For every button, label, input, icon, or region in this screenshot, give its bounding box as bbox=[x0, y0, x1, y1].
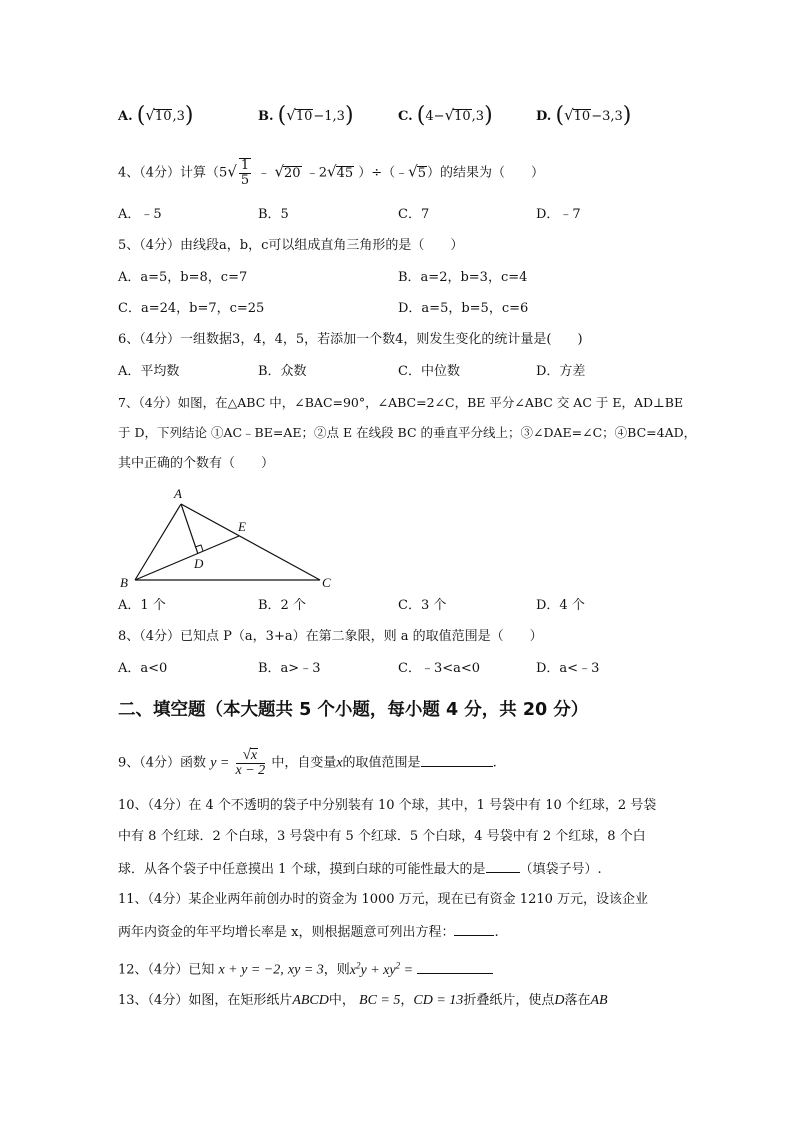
q7-line-1: 7、（4分）如图，在△ABC 中，∠BAC=90°，∠ABC=2∠C，BE 平分∠ABC 交 AC 于 E，AD⊥BE bbox=[118, 395, 684, 410]
paren: ( bbox=[136, 103, 146, 128]
q4-mid: ）÷（﹣ bbox=[358, 165, 409, 181]
option-tail: ,3 bbox=[471, 109, 485, 124]
q5-question: 5、（4分）由线段a，b，c可以组成直角三角形的是（ ） bbox=[118, 238, 464, 253]
q3-option-a bbox=[118, 103, 194, 128]
option-tail: −3,3 bbox=[591, 109, 623, 124]
expr-rest: y + xy bbox=[360, 962, 396, 978]
period: . bbox=[494, 925, 499, 940]
answer-blank[interactable] bbox=[454, 923, 494, 936]
fraction-numerator bbox=[236, 748, 266, 764]
q9-mid: 中，自变量 bbox=[271, 755, 337, 771]
q8-option-b: B．a>﹣3 bbox=[258, 661, 321, 676]
radicand: 10 bbox=[295, 109, 313, 124]
q4-option-c: C．7 bbox=[398, 207, 430, 222]
radicand: 10 bbox=[454, 109, 471, 124]
answer-blank[interactable] bbox=[417, 961, 493, 974]
q5-option-c: C．a=24，b=7，c=25 bbox=[118, 301, 265, 316]
option-head: 4− bbox=[425, 109, 445, 124]
exponent: 2 bbox=[395, 960, 401, 970]
fraction-numerator: 1 bbox=[240, 158, 250, 173]
q4-option-d: D．﹣7 bbox=[536, 207, 581, 222]
q9-suffix: 的取值范围是 bbox=[342, 755, 421, 771]
radical-sign: √ bbox=[145, 106, 155, 124]
label-a: A bbox=[174, 486, 182, 501]
q11-line-1: 11、（4分）某企业两年前创办时的资金为 1000 万元，现在已有资金 1210 万元，设该企业 bbox=[118, 892, 649, 907]
function-fraction bbox=[236, 748, 266, 778]
option-label: C. bbox=[398, 109, 413, 124]
label-c: C bbox=[322, 575, 331, 590]
radical-sign: √ bbox=[274, 162, 285, 181]
equation-2: xy = 3 bbox=[287, 962, 324, 978]
q8-option-c: C．﹣3<a<0 bbox=[398, 661, 481, 676]
radical-sign: √ bbox=[444, 106, 455, 124]
radicand: 10 bbox=[154, 109, 172, 124]
q11-line-2 bbox=[118, 923, 499, 941]
q3-option-b bbox=[258, 103, 354, 128]
side-ab bbox=[135, 504, 181, 580]
paren: ( bbox=[277, 103, 287, 128]
radical-sign: √ bbox=[564, 106, 574, 124]
label-d: D bbox=[194, 556, 204, 571]
q3-option-d bbox=[536, 103, 632, 128]
answer-blank[interactable] bbox=[486, 860, 520, 873]
option-tail: ,3 bbox=[172, 109, 185, 124]
option-label: D. bbox=[536, 109, 552, 124]
q8-option-a: A．a<0 bbox=[118, 661, 168, 676]
q7-line-3: 其中正确的个数有（ ） bbox=[118, 456, 275, 471]
radicand: x bbox=[250, 748, 258, 763]
radicand: 10 bbox=[573, 109, 591, 124]
q7-option-d: D．4 个 bbox=[536, 598, 585, 613]
answer-blank[interactable] bbox=[421, 754, 493, 767]
q6-option-b: B．众数 bbox=[258, 364, 307, 379]
variable: x bbox=[336, 755, 343, 771]
q13-mid: 落在 bbox=[564, 993, 591, 1008]
expr-x: x bbox=[349, 962, 356, 978]
radical-sign: √ bbox=[227, 162, 237, 181]
q7-option-c: C．3 个 bbox=[398, 598, 447, 613]
q7-option-a: A．1 个 bbox=[118, 598, 166, 613]
q4-option-a: A．﹣5 bbox=[118, 207, 162, 222]
paren: ( bbox=[416, 103, 426, 128]
comma: ， bbox=[400, 993, 414, 1008]
q4-prefix: 4、（4分）计算（5 bbox=[118, 165, 228, 181]
q9-prefix: 9、（4分）函数 bbox=[118, 755, 207, 771]
q12-question bbox=[118, 957, 493, 979]
cd-value: CD = 13 bbox=[413, 993, 464, 1008]
triangle-figure bbox=[110, 484, 340, 592]
fraction-denominator: x − 2 bbox=[235, 763, 266, 778]
paren: ) bbox=[184, 103, 194, 128]
segment-be bbox=[135, 536, 239, 580]
q8-option-d: D．a<﹣3 bbox=[536, 661, 600, 676]
q7-line-2: 于 D，下列结论 ①AC﹣BE=AE；②点 E 在线段 BC 的垂直平分线上；③∠DAE=∠C；④BC=4AD， bbox=[118, 425, 697, 440]
q12-prefix: 12、（4分）已知 bbox=[118, 962, 215, 978]
function-lhs: y = bbox=[210, 755, 230, 771]
rect-name: ABCD bbox=[292, 993, 329, 1008]
q9-question bbox=[118, 748, 497, 778]
q10-line-3-text: 球．从各个袋子中任意摸出 1 个球，摸到白球的可能性最大的是 bbox=[118, 862, 486, 877]
q13-mid: 折叠纸片，使点 bbox=[463, 993, 555, 1008]
radicand: 5 bbox=[417, 165, 426, 181]
radical-sign: √ bbox=[408, 162, 418, 181]
fraction-denominator: 5 bbox=[240, 173, 250, 188]
label-e: E bbox=[238, 519, 246, 534]
paren: ) bbox=[622, 103, 632, 128]
point-name: D bbox=[554, 993, 565, 1008]
q5-option-b: B．a=2，b=3，c=4 bbox=[398, 270, 528, 285]
fraction bbox=[239, 158, 251, 188]
q3-option-c bbox=[398, 103, 493, 128]
paren: ( bbox=[555, 103, 565, 128]
option-label: B. bbox=[258, 109, 274, 124]
bc-value: BC = 5 bbox=[359, 993, 401, 1008]
q5-option-d: D．a=5，b=5，c=6 bbox=[398, 301, 529, 316]
paren: ) bbox=[344, 103, 354, 128]
q6-option-a: A．平均数 bbox=[118, 364, 180, 379]
q10-line-1: 10、（4分）在 4 个不透明的袋子中分别装有 10 个球，其中，1 号袋中有 10 个红球，2 号袋 bbox=[118, 798, 657, 813]
equation-1: x + y = −2, bbox=[218, 962, 284, 978]
q11-line-2-text: 两年内资金的年平均增长率是 x，则根据题意可列出方程： bbox=[118, 925, 455, 940]
radicand: 45 bbox=[336, 165, 354, 181]
q13-mid: 中， bbox=[328, 993, 355, 1008]
period: . bbox=[492, 755, 497, 771]
radical-sign: √ bbox=[286, 106, 296, 124]
expression bbox=[349, 960, 414, 978]
q13-question bbox=[118, 993, 608, 1009]
paren: ) bbox=[484, 103, 493, 128]
q10-line-2: 中有 8 个红球．2 个白球，3 号袋中有 5 个红球．5 个白球，4 号袋中有 2 个红球，8 个白 bbox=[118, 829, 646, 844]
option-label: A. bbox=[118, 109, 133, 124]
radicand: 20 bbox=[284, 165, 301, 181]
q13-prefix: 13、（4分）如图，在矩形纸片 bbox=[118, 993, 293, 1008]
exponent: 2 bbox=[356, 960, 361, 970]
q5-option-a: A．a=5，b=8，c=7 bbox=[118, 270, 248, 285]
q4-question bbox=[118, 158, 544, 188]
q6-question: 6、（4分）一组数据3，4，4，5，若添加一个数4，则发生变化的统计量是( ) bbox=[118, 332, 583, 347]
label-b: B bbox=[120, 575, 128, 590]
q4-option-b: B．5 bbox=[258, 207, 289, 222]
equals-sign: = bbox=[403, 962, 414, 978]
radical-sign: √ bbox=[242, 747, 251, 763]
q8-question: 8、（4分）已知点 P（a，3+a）在第二象限，则 a 的取值范围是（ ） bbox=[118, 629, 543, 644]
option-tail: −1,3 bbox=[313, 109, 345, 124]
minus-sign: ﹣2 bbox=[305, 165, 327, 181]
q4-suffix: ）的结果为（ ） bbox=[427, 165, 545, 181]
q6-option-c: C．中位数 bbox=[398, 364, 460, 379]
q10-line-3 bbox=[118, 860, 602, 878]
q10-line-3-suffix: （填袋子号）. bbox=[519, 862, 602, 877]
q7-option-b: B．2 个 bbox=[258, 598, 306, 613]
section-title: 二、填空题（本大题共 5 个小题，每小题 4 分，共 20 分） bbox=[118, 700, 589, 720]
q6-option-d: D．方差 bbox=[536, 364, 586, 379]
radical-sign: √ bbox=[327, 162, 337, 181]
q12-mid: ，则 bbox=[323, 962, 350, 978]
segment-name: AB bbox=[590, 993, 608, 1008]
minus-sign: ﹣ bbox=[257, 165, 271, 181]
